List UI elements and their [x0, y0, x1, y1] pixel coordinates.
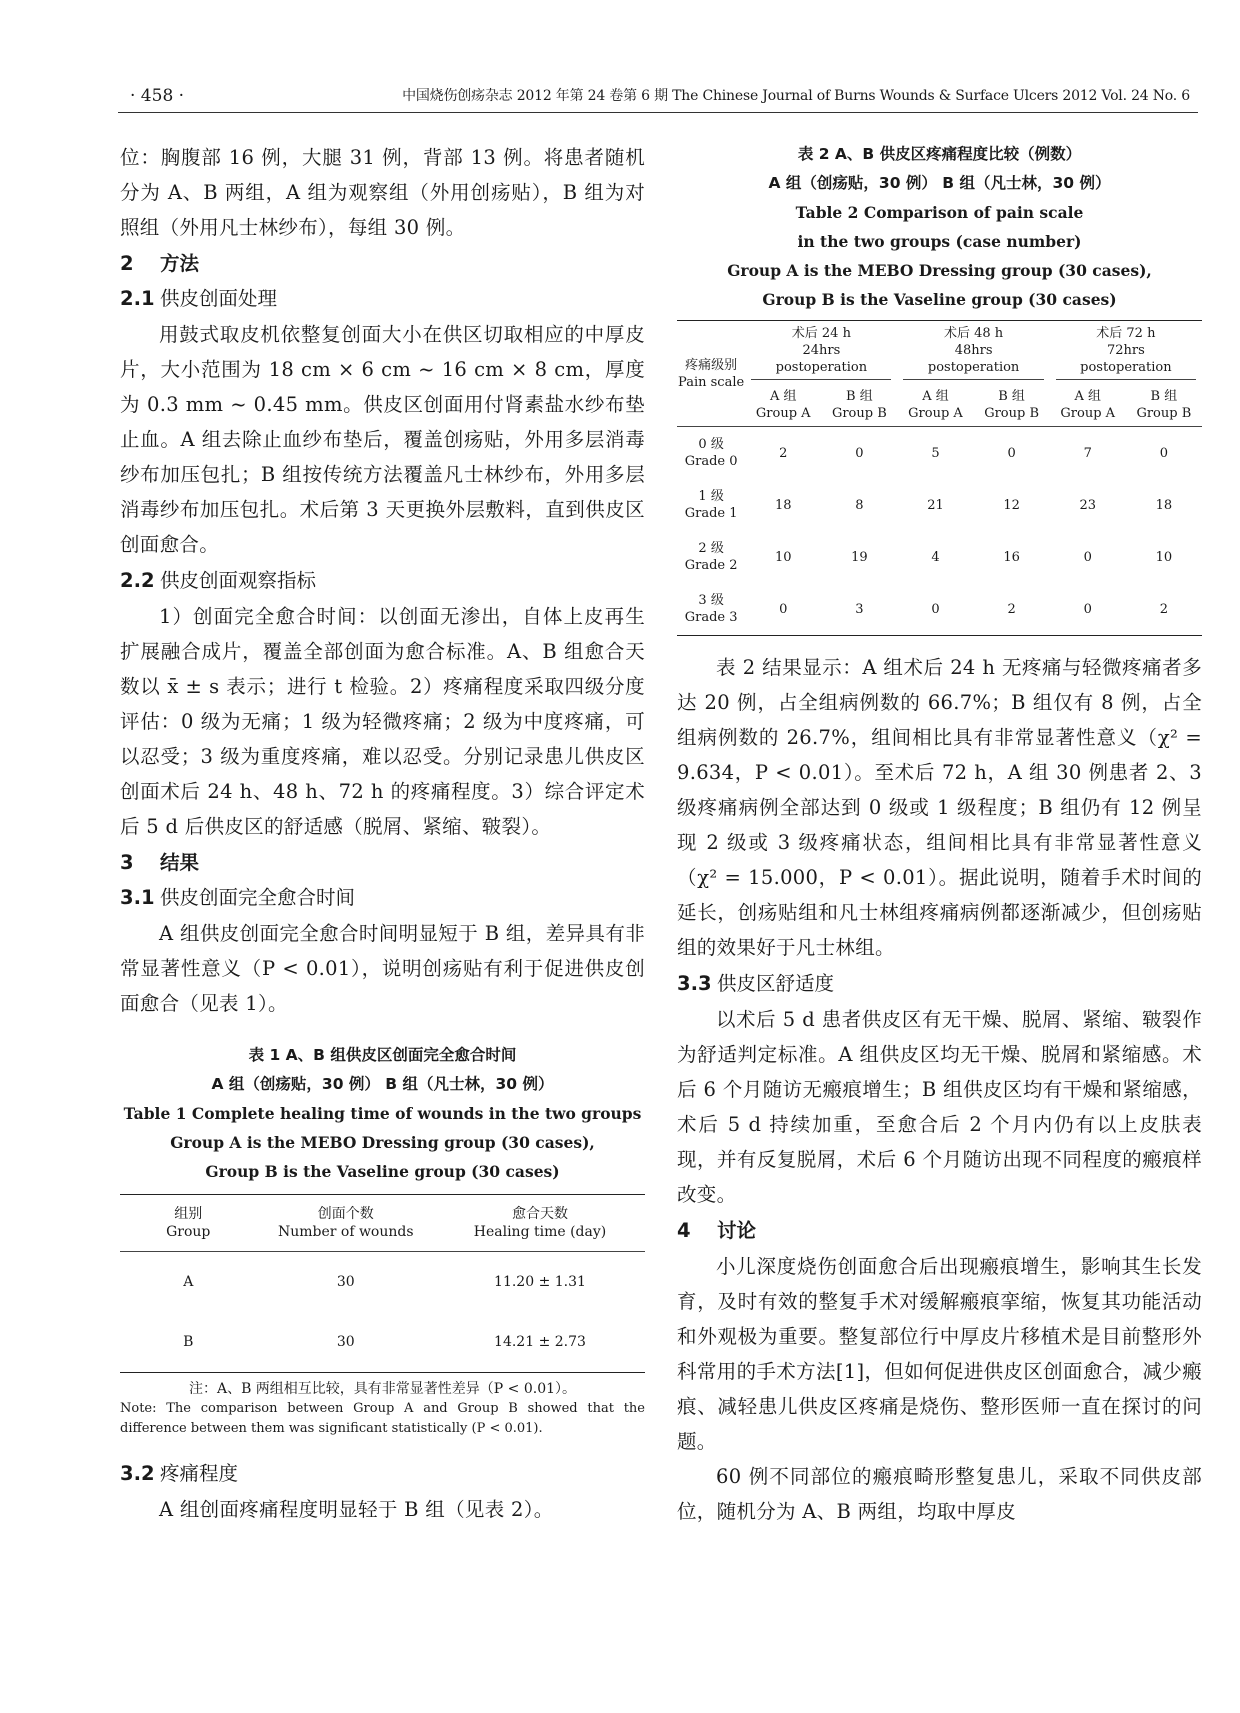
table-row — [677, 583, 1202, 636]
table1-groups-cn: A 组（创疡贴，30 例） B 组（凡士林，30 例） — [211, 1075, 554, 1093]
section-number: 4 — [677, 1219, 691, 1242]
paragraph: 1）创面完全愈合时间：以创面无渗出，自体上皮再生扩展融合成片，覆盖全部创面为愈合标准。A、B 组愈合天数以 x̄ ± s 表示；进行 t 检验。2）疼痛程度采取四级分度评估：0 级为无痛；1 级为轻微疼痛；2 级为中度疼痛，可以忍受；3 级为重度疼痛，难以忍受。分别记录患儿供皮区创面术后 24 h、48 h、72 h 的疼痛程度。3）综合评定术后 5 d 后供皮区的舒适感（脱屑、紧缩、皲裂）。 — [120, 605, 645, 838]
paragraph: 用鼓式取皮机依整复创面大小在供区切取相应的中厚皮片，大小范围为 18 cm × 6 cm ~ 16 cm × 8 cm，厚度为 0.3 mm ~ 0.45 mm。供皮区创面用付肾素盐水纱布垫止血。A 组去除止血纱布垫后，覆盖创疡贴，外用多层消毒纱布加压包扎；B 组按传统方法覆盖凡士林纱布，外用多层消毒纱布加压包扎。术后第 3 天更换外层敷料，直到供皮区创面愈合。 — [120, 323, 645, 556]
table-cell: 30 — [336, 1274, 355, 1290]
section-title: 讨论 — [717, 1219, 757, 1242]
table-cell: 0 — [1083, 601, 1092, 617]
section-number: 3 — [120, 851, 134, 874]
section-number: 3.1 — [120, 886, 155, 909]
table-cell: 0 — [931, 601, 940, 617]
subsection-heading — [120, 565, 645, 597]
paragraph: A 组供皮创面完全愈合时间明显短于 B 组，差异具有非常显著性意义（P < 0.01），说明创疡贴有利于促进供皮创面愈合（见表 1）。 — [120, 922, 645, 1015]
table1-caption-en: Table 1 Complete healing time of wounds in the two groups — [123, 1104, 642, 1123]
table1-caption-cn: 表 1 A、B 组供皮区创面完全愈合时间 — [248, 1046, 517, 1064]
table-row — [120, 1312, 645, 1373]
table-cell: 30 — [336, 1334, 355, 1350]
section-title: 供皮创面观察指标 — [160, 569, 317, 592]
table-row — [677, 479, 1202, 531]
table-cell: 0 级 Grade 0 — [684, 437, 738, 469]
table-cell: 0 — [779, 601, 788, 617]
table-cell: 0 — [1083, 549, 1092, 565]
subsection-heading — [120, 882, 645, 914]
table-cell: 1 级 Grade 1 — [684, 489, 738, 521]
section-title: 供皮区舒适度 — [717, 972, 835, 995]
paragraph: A 组创面疼痛程度明显轻于 B 组（见表 2）。 — [159, 1498, 554, 1521]
table-cell: B — [183, 1334, 194, 1350]
table-cell: 18 — [1155, 497, 1173, 513]
table-header-cell: 术后 48 h 48hrs postoperation — [897, 321, 1049, 385]
section-title: 疼痛程度 — [160, 1462, 239, 1485]
paragraph: 60 例不同部位的瘢痕畸形整复患儿，采取不同供皮部位，随机分为 A、B 两组，均取中厚皮 — [677, 1465, 1202, 1523]
table-cell: 11.20 ± 1.31 — [494, 1274, 586, 1290]
section-number: 3.3 — [677, 972, 712, 995]
table-header-cell: B 组 Group B — [1136, 389, 1192, 421]
table-cell: 16 — [1003, 549, 1020, 565]
section-number: 2.2 — [120, 569, 155, 592]
subsection-heading — [120, 283, 645, 315]
table-cell: 4 — [931, 549, 940, 565]
section-number: 2.1 — [120, 287, 155, 310]
table-header-cell: 疼痛级别 Pain scale — [677, 321, 745, 427]
section-number: 2 — [120, 252, 134, 275]
table-header-cell: 愈合天数 Healing time (day) — [473, 1206, 607, 1240]
subsection-heading — [677, 968, 1202, 1000]
section-title: 结果 — [160, 851, 200, 874]
table-cell: 14.21 ± 2.73 — [494, 1334, 586, 1350]
section-heading — [677, 1215, 1202, 1247]
table-cell: 2 — [1007, 601, 1016, 617]
table-cell: 21 — [927, 497, 944, 513]
table-cell: 5 — [931, 445, 940, 461]
section-title: 方法 — [160, 252, 200, 275]
table-header-cell: B 组 Group B — [984, 389, 1039, 421]
table-cell: 23 — [1079, 497, 1096, 513]
table-cell: 0 — [855, 445, 864, 461]
table2-groups-cn: A 组（创疡贴，30 例） B 组（凡士林，30 例） — [768, 174, 1111, 192]
header-rule — [118, 112, 1198, 113]
table-cell: 10 — [1155, 549, 1173, 565]
paragraph: 表 2 结果显示：A 组术后 24 h 无疼痛与轻微疼痛者多达 20 例，占全组病例数的 66.7%；B 组仅有 8 例，占全组病例数的 26.7%，组间相比具有非常显著性意义（χ² = 9.634，P < 0.01）。至术后 72 h，A 组 30 例患者 2、3 级疼痛病例全部达到 0 级或 1 级程度；B 组仍有 12 例呈现 2 级或 3 级疼痛状态，组间相比具有非常显著性意义（χ² = 15.000，P < 0.01）。据此说明，随着手术时间的延长，创疡贴组和凡士林组疼痛病例都逐渐减少，但创疡贴组的效果好于凡士林组。 — [677, 656, 1202, 959]
table1 — [120, 1194, 645, 1373]
table-row — [677, 531, 1202, 583]
table-cell: 0 — [1007, 445, 1016, 461]
table-header-cell: A 组 Group A — [755, 389, 811, 421]
table1-note-en: Note: The comparison between Group A and Group B showed that the difference between them was significant statistically (P < 0.01). — [120, 1401, 645, 1436]
table-cell: 19 — [851, 549, 868, 565]
table-cell: 2 — [1159, 601, 1168, 617]
table1-group-a-en: Group A is the MEBO Dressing group (30 cases), — [170, 1133, 595, 1152]
table-cell: 0 — [1159, 445, 1168, 461]
table1-group-b-en: Group B is the Vaseline group (30 cases) — [205, 1162, 560, 1181]
right-column — [677, 140, 1202, 1529]
table-cell: 2 — [779, 445, 788, 461]
table2-caption-cn: 表 2 A、B 供皮区疼痛程度比较（例数） — [797, 145, 1082, 163]
paragraph: 位：胸腹部 16 例，大腿 31 例，背部 13 例。将患者随机分为 A、B 两组，A 组为观察组（外用创疡贴），B 组为对照组（外用凡士林纱布），每组 30 例。 — [120, 146, 645, 239]
table2-group-b-en: Group B is the Vaseline group (30 cases) — [762, 290, 1117, 309]
table-cell: 3 级 Grade 3 — [684, 593, 738, 625]
table1-note-cn: 注：A、B 两组相互比较，具有非常显著性差异（P < 0.01）。 — [188, 1381, 577, 1397]
journal-title: 中国烧伤创疡杂志 2012 年第 24 卷第 6 期 The Chinese Journal of Burns Wounds & Surface Ulcers 2012 Vol. 24 No. 6 — [402, 88, 1190, 104]
left-column — [120, 140, 645, 1527]
subsection-heading — [120, 1458, 645, 1490]
table-header-cell: 创面个数 Number of wounds — [277, 1206, 414, 1240]
section-title: 供皮创面完全愈合时间 — [160, 886, 356, 909]
table-subheader-row — [677, 384, 1202, 427]
table-cell: 3 — [855, 601, 864, 617]
table-cell: 7 — [1083, 445, 1092, 461]
section-heading — [120, 248, 645, 280]
table-header-cell: 术后 72 h 72hrs postoperation — [1050, 321, 1202, 385]
table-header-cell: A 组 Group A — [1060, 389, 1116, 421]
table-header-cell: 组别 Group — [166, 1206, 211, 1240]
table-cell: 12 — [1003, 497, 1020, 513]
table-header-cell: A 组 Group A — [908, 389, 963, 421]
table-header-row — [120, 1195, 645, 1252]
table2-caption-en-2: in the two groups (case number) — [797, 232, 1082, 251]
table-cell: 2 级 Grade 2 — [684, 541, 738, 573]
paragraph: 以术后 5 d 患者供皮区有无干燥、脱屑、紧缩、皲裂作为舒适判定标准。A 组供皮区均无干燥、脱屑和紧缩感。术后 6 个月随访无瘢痕增生；B 组供皮区均有干燥和紧缩感，术后 5 d 持续加重，至愈合后 2 个月内仍有以上皮肤表现，并有反复脱屑，术后 6 个月随访出现不同程度的瘢痕样改变。 — [677, 1008, 1202, 1206]
table-cell: 8 — [855, 497, 864, 513]
table-header-row — [677, 321, 1202, 385]
table-cell: 10 — [774, 549, 792, 565]
table2-group-a-en: Group A is the MEBO Dressing group (30 cases), — [727, 261, 1152, 280]
paragraph: 小儿深度烧伤创面愈合后出现瘢痕增生，影响其生长发育，及时有效的整复手术对缓解瘢痕挛缩，恢复其功能活动和外观极为重要。整复部位行中厚皮片移植术是目前整形外科常用的手术方法[1]，但如何促进供皮区创面愈合，减少瘢痕、减轻患儿供皮区疼痛是烧伤、整形医师一直在探讨的问题。 — [677, 1255, 1202, 1453]
table-row — [677, 427, 1202, 480]
section-number: 3.2 — [120, 1462, 155, 1485]
table2-caption-en: Table 2 Comparison of pain scale — [795, 203, 1084, 222]
page-number: · 458 · — [130, 86, 185, 106]
table2 — [677, 320, 1202, 636]
table-header-cell: B 组 Group B — [831, 389, 887, 421]
table-cell: A — [183, 1274, 194, 1290]
section-title: 供皮创面处理 — [160, 287, 278, 310]
section-heading — [120, 847, 645, 879]
table-header-cell: 术后 24 h 24hrs postoperation — [745, 321, 897, 385]
table-cell: 18 — [774, 497, 792, 513]
table-row — [120, 1252, 645, 1313]
